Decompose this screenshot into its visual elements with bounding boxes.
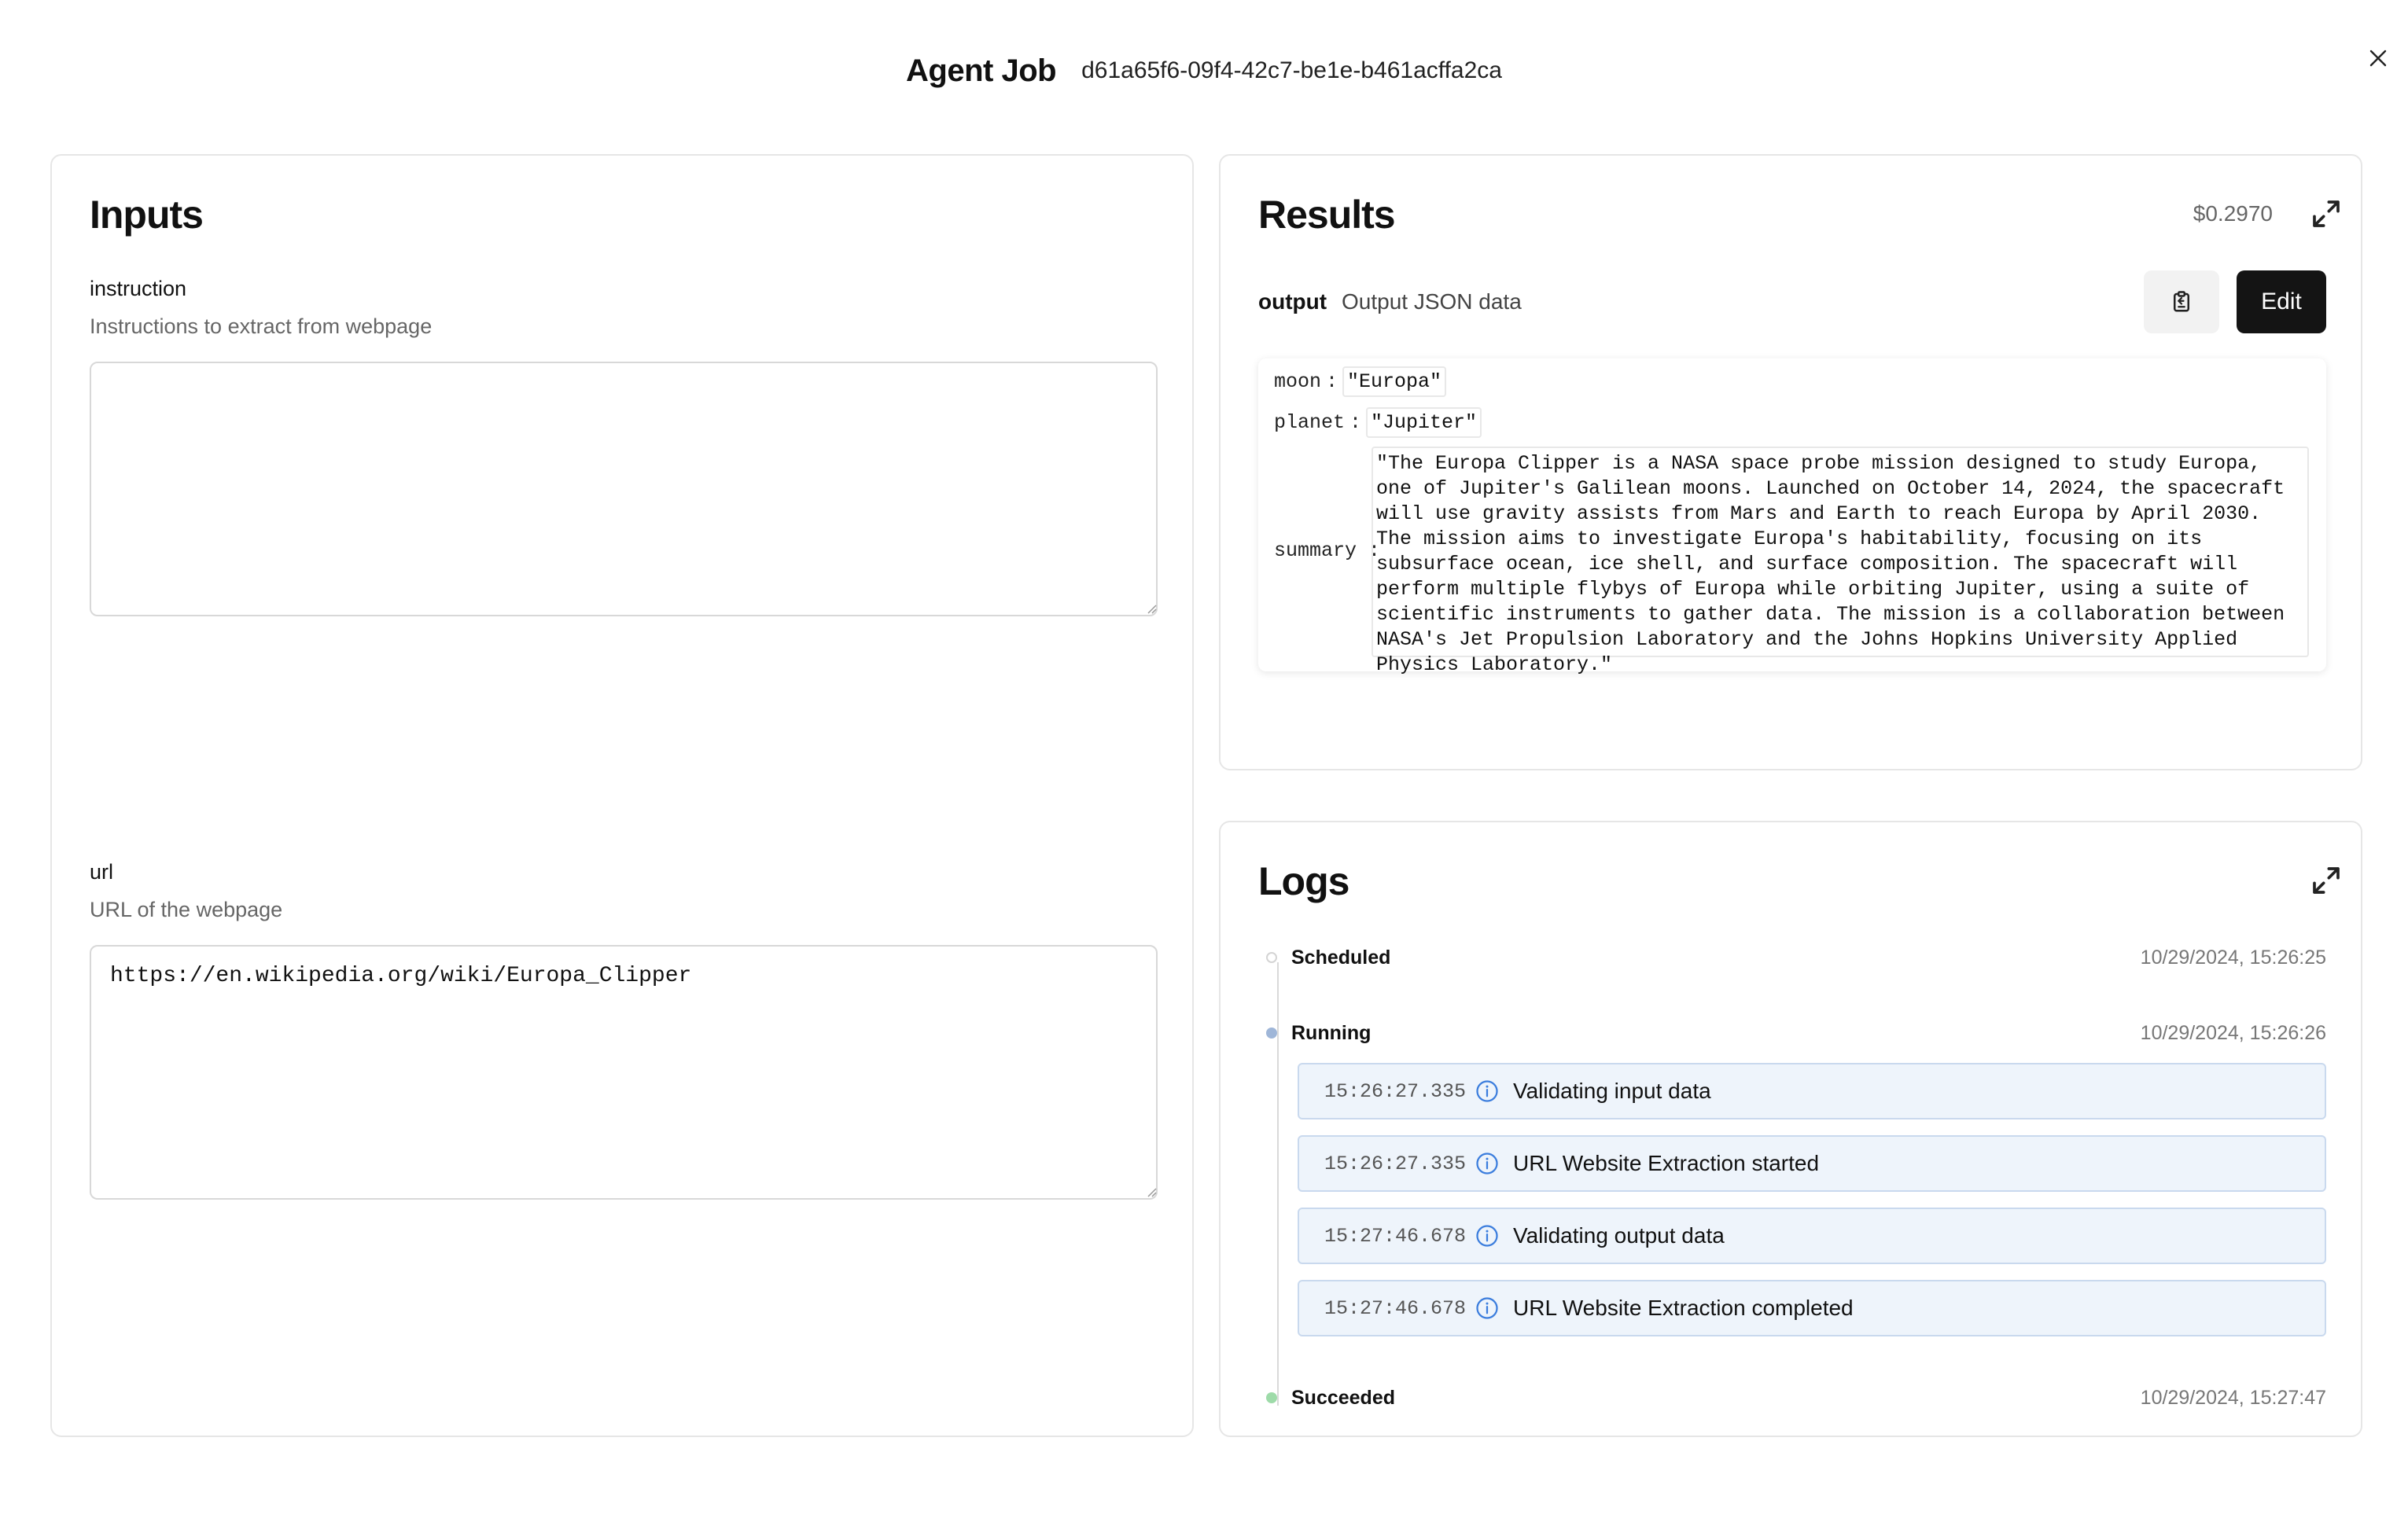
inputs-title: Inputs [90,193,203,237]
info-icon [1475,1224,1499,1248]
url-description: URL of the webpage [90,898,283,921]
json-colon: : [1326,370,1338,393]
log-timestamp: 15:26:27.335 [1324,1079,1467,1103]
json-colon: : [1349,411,1362,434]
close-button[interactable] [2361,41,2395,75]
logs-title: Logs [1258,859,1349,903]
edit-button[interactable]: Edit [2237,270,2326,333]
json-value-summary[interactable]: "The Europa Clipper is a NASA space probe mission designed to study Europa, one of Jupiter's Galilean moons. Launched on October 14, 2024, the spacecraft will use gravity assists from Mars and Earth to reach Europa by April 2030. The mission aims to investigate Europa's habitability, focusing on its subsurface ocean, ice shell, and surface composition. The spacecraft will perform multiple flybys of Europa while orbiting Jupiter, using a suite of scientific instruments to gather data. The mission is a collaboration between NASA's Jet Propulsion Laboratory and the Johns Hopkins University Applied Physics Laboratory." [1372,447,2309,657]
status-dot [1266,1028,1277,1039]
json-value-moon[interactable]: "Europa" [1342,366,1446,397]
log-timestamp: 15:26:27.335 [1324,1152,1467,1175]
status-running [1266,1017,2326,1049]
json-value-planet[interactable]: "Jupiter" [1366,407,1482,438]
status-label: Succeeded [1291,1386,1396,1409]
output-description: Output JSON data [1342,289,1522,314]
close-icon [2369,49,2388,68]
info-icon [1475,1152,1499,1175]
output-json-viewer [1258,358,2326,676]
instruction-textarea[interactable] [90,362,1158,616]
log-message: URL Website Extraction started [1513,1151,1820,1175]
url-label: url [90,860,114,884]
info-icon [1475,1296,1499,1320]
resize-handle-icon[interactable] [1145,1186,1158,1198]
resize-handle-icon[interactable] [1145,602,1158,615]
results-panel [1219,154,2362,770]
log-message: URL Website Extraction completed [1513,1296,1854,1320]
job-id: d61a65f6-09f4-42c7-be1e-b461acffa2ca [1081,57,1502,83]
status-label: Running [1291,1021,1372,1044]
output-label: output [1258,289,1327,314]
json-key-planet: planet [1274,411,1346,434]
modal-title: Agent Job [906,53,1057,88]
info-icon [1475,1079,1499,1103]
copy-button[interactable] [2144,270,2219,333]
logs-panel [1219,821,2362,1437]
json-key-moon: moon [1274,370,1322,393]
inputs-panel [50,154,1194,1437]
status-time: 10/29/2024, 15:26:25 [2140,946,2326,969]
status-dot [1266,1392,1277,1403]
log-entry [1298,1280,2326,1336]
json-key-summary: summary : [1274,539,1381,562]
status-scheduled [1266,942,2326,973]
status-time: 10/29/2024, 15:26:26 [2140,1021,2326,1044]
log-message: Validating input data [1513,1079,1711,1103]
instruction-label: instruction [90,277,187,300]
clipboard-icon [2170,290,2193,314]
status-dot [1266,952,1277,963]
status-label: Scheduled [1291,946,1391,969]
expand-icon[interactable] [2310,198,2342,230]
log-entry [1298,1063,2326,1119]
json-row-moon [1274,366,1446,397]
cost-value: $0.2970 [2193,201,2273,226]
log-entry [1298,1135,2326,1192]
status-time: 10/29/2024, 15:27:47 [2140,1386,2326,1409]
log-timestamp: 15:27:46.678 [1324,1224,1467,1248]
json-row-planet [1274,407,1482,438]
results-title: Results [1258,193,1395,237]
log-timestamp: 15:27:46.678 [1324,1296,1467,1320]
expand-icon[interactable] [2310,865,2342,896]
instruction-description: Instructions to extract from webpage [90,314,433,338]
url-textarea[interactable]: https://en.wikipedia.org/wiki/Europa_Clipper [90,945,1158,1200]
log-entry [1298,1208,2326,1264]
modal-header [0,0,2408,142]
log-message: Validating output data [1513,1223,1725,1248]
status-succeeded [1266,1382,2326,1414]
